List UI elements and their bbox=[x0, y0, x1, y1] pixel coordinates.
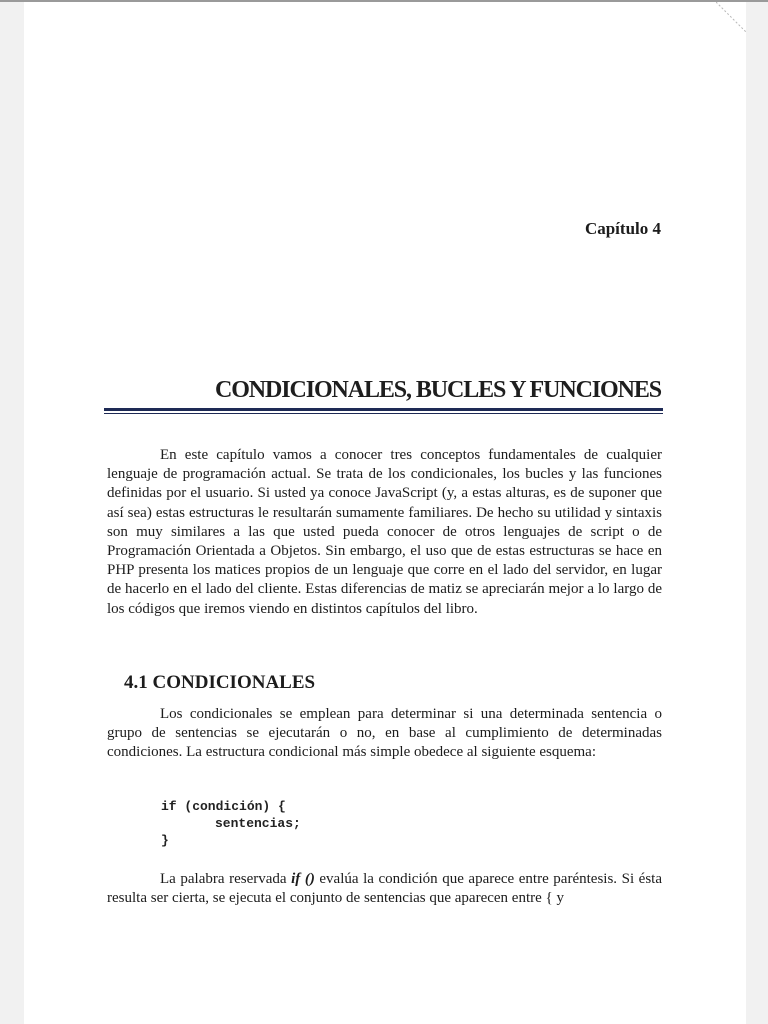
title-rule-thick bbox=[104, 408, 663, 411]
section-heading: 4.1 CONDICIONALES bbox=[124, 672, 316, 693]
code-line: sentencias; bbox=[215, 816, 301, 831]
code-line: } bbox=[161, 833, 169, 848]
title-rule-thin bbox=[104, 413, 663, 414]
chapter-label: Capítulo 4 bbox=[584, 219, 661, 238]
intro-paragraph: En este capítulo vamos a conocer tres conceptos fundamentales de cualquier lenguaje de programación actual. Se trata de los condicionales, los bucles y las funciones definidas por el usuario. Si usted ya conoce JavaScript (y, a estas alturas, es de suponer que así sea) estas estructuras le resultarán sumamente familiares. De hecho su utilidad y sintaxis son muy similares a las que usted pueda conocer de otros lenguajes de script o de Programación Orientada a Objetos. Sin embargo, el uso que de estas estructuras se hace en PHP presenta los matices propios de un lenguaje que corre en el lado del servidor, en lugar de hacerlo en el lado del cliente. Estas diferencias de matiz se apreciarán mejor a lo largo de los códigos que iremos viendo en distintos capítulos del libro. bbox=[107, 447, 662, 617]
last-paragraph-text-after: evalúa la condición que aparece entre paréntesis. Si ésta resulta ser cierta, se ejecuta el conjunto de sentencias que aparecen entre { y bbox=[107, 871, 662, 907]
last-paragraph-text-before: La palabra reservada bbox=[160, 871, 292, 887]
page-corner-fold-icon bbox=[716, 2, 746, 32]
document-page bbox=[24, 2, 746, 1024]
last-paragraph bbox=[107, 870, 662, 908]
code-block bbox=[161, 798, 301, 849]
section-paragraph: Los condicionales se emplean para determinar si una determinada sentencia o grupo de sentencias se ejecutarán o no, en base al cumplimiento de determinadas condiciones. La estructura condicional más simple obedece al siguiente esquema: bbox=[107, 706, 662, 761]
keyword-if: if () bbox=[291, 871, 315, 887]
code-line: if (condición) { bbox=[161, 799, 286, 814]
chapter-title: CONDICIONALES, BUCLES Y FUNCIONES bbox=[214, 377, 661, 403]
